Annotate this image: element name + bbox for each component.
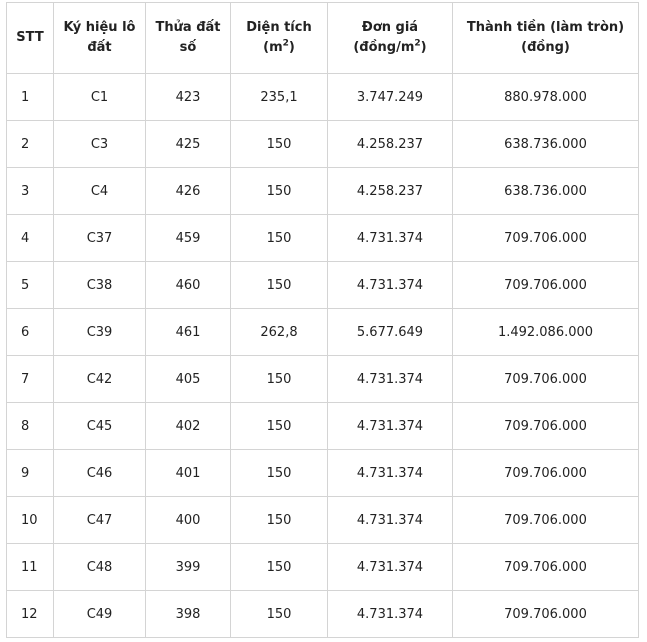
cell-area: 150 <box>231 450 328 497</box>
cell-lot-symbol: C46 <box>54 450 146 497</box>
table-row <box>7 309 639 356</box>
cell-total: 709.706.000 <box>453 497 639 544</box>
table-body <box>7 74 639 638</box>
cell-stt: 5 <box>7 262 54 309</box>
cell-parcel-number: 401 <box>146 450 231 497</box>
cell-parcel-number: 460 <box>146 262 231 309</box>
cell-stt: 4 <box>7 215 54 262</box>
cell-total: 880.978.000 <box>453 74 639 121</box>
header-parcel-line1: Thửa đất <box>155 20 221 35</box>
cell-area: 150 <box>231 403 328 450</box>
header-unit-price-line1: Đơn giá <box>361 20 419 35</box>
cell-area: 150 <box>231 121 328 168</box>
cell-total: 709.706.000 <box>453 356 639 403</box>
cell-unit-price: 4.731.374 <box>328 356 453 403</box>
cell-unit-price: 4.731.374 <box>328 591 453 638</box>
cell-unit-price: 4.731.374 <box>328 544 453 591</box>
cell-lot-symbol: C42 <box>54 356 146 403</box>
cell-unit-price: 4.731.374 <box>328 262 453 309</box>
cell-stt: 6 <box>7 309 54 356</box>
cell-lot-symbol: C39 <box>54 309 146 356</box>
header-area-unit-post: ) <box>288 40 295 55</box>
cell-stt: 11 <box>7 544 54 591</box>
header-unit-price-unit-sup: 2 <box>414 38 421 49</box>
cell-area: 262,8 <box>231 309 328 356</box>
cell-area: 150 <box>231 356 328 403</box>
cell-stt: 9 <box>7 450 54 497</box>
header-unit-price-unit-pre: (đồng/m <box>353 40 415 55</box>
cell-lot-symbol: C37 <box>54 215 146 262</box>
cell-area: 235,1 <box>231 74 328 121</box>
table-header-row <box>7 3 639 74</box>
header-total <box>453 3 639 74</box>
cell-parcel-number: 461 <box>146 309 231 356</box>
cell-parcel-number: 423 <box>146 74 231 121</box>
table-row <box>7 497 639 544</box>
header-stt-label: STT <box>16 30 44 45</box>
cell-lot-symbol: C3 <box>54 121 146 168</box>
cell-area: 150 <box>231 168 328 215</box>
cell-total: 709.706.000 <box>453 215 639 262</box>
header-area-line2 <box>235 38 323 58</box>
cell-unit-price: 4.258.237 <box>328 121 453 168</box>
table-row <box>7 403 639 450</box>
cell-parcel-number: 459 <box>146 215 231 262</box>
cell-area: 150 <box>231 262 328 309</box>
cell-lot-symbol: C1 <box>54 74 146 121</box>
cell-unit-price: 3.747.249 <box>328 74 453 121</box>
header-unit-price <box>328 3 453 74</box>
header-lot-symbol-line2: đất <box>87 40 112 55</box>
cell-lot-symbol: C4 <box>54 168 146 215</box>
table-row <box>7 121 639 168</box>
cell-area: 150 <box>231 591 328 638</box>
cell-lot-symbol: C38 <box>54 262 146 309</box>
cell-unit-price: 4.258.237 <box>328 168 453 215</box>
table-row <box>7 215 639 262</box>
cell-parcel-number: 398 <box>146 591 231 638</box>
header-stt <box>7 3 54 74</box>
cell-area: 150 <box>231 544 328 591</box>
cell-lot-symbol: C49 <box>54 591 146 638</box>
table-row <box>7 544 639 591</box>
header-unit-price-unit-post: ) <box>420 40 427 55</box>
table-row <box>7 591 639 638</box>
cell-parcel-number: 426 <box>146 168 231 215</box>
header-area-unit-pre: (m <box>263 40 283 55</box>
header-unit-price-line2 <box>332 38 448 58</box>
cell-parcel-number: 425 <box>146 121 231 168</box>
cell-parcel-number: 399 <box>146 544 231 591</box>
cell-stt: 1 <box>7 74 54 121</box>
header-total-line1: Thành tiền (làm tròn) <box>466 20 625 35</box>
cell-total: 1.492.086.000 <box>453 309 639 356</box>
cell-total: 638.736.000 <box>453 121 639 168</box>
cell-total: 709.706.000 <box>453 591 639 638</box>
header-area <box>231 3 328 74</box>
table-row <box>7 74 639 121</box>
cell-area: 150 <box>231 215 328 262</box>
header-area-unit-sup: 2 <box>282 38 289 49</box>
header-parcel-number <box>146 3 231 74</box>
header-lot-symbol-line1: Ký hiệu lô <box>63 20 136 35</box>
cell-stt: 3 <box>7 168 54 215</box>
cell-total: 709.706.000 <box>453 403 639 450</box>
cell-lot-symbol: C45 <box>54 403 146 450</box>
cell-total: 709.706.000 <box>453 450 639 497</box>
cell-lot-symbol: C48 <box>54 544 146 591</box>
cell-parcel-number: 402 <box>146 403 231 450</box>
land-price-table <box>6 2 639 638</box>
cell-total: 638.736.000 <box>453 168 639 215</box>
cell-unit-price: 5.677.649 <box>328 309 453 356</box>
cell-parcel-number: 400 <box>146 497 231 544</box>
header-parcel-line2: số <box>179 40 197 55</box>
header-lot-symbol <box>54 3 146 74</box>
cell-stt: 2 <box>7 121 54 168</box>
table-row <box>7 168 639 215</box>
cell-unit-price: 4.731.374 <box>328 215 453 262</box>
cell-stt: 8 <box>7 403 54 450</box>
header-area-line1: Diện tích <box>246 20 312 35</box>
cell-unit-price: 4.731.374 <box>328 450 453 497</box>
table-row <box>7 450 639 497</box>
cell-stt: 7 <box>7 356 54 403</box>
cell-parcel-number: 405 <box>146 356 231 403</box>
table-row <box>7 356 639 403</box>
cell-total: 709.706.000 <box>453 544 639 591</box>
cell-stt: 12 <box>7 591 54 638</box>
table-row <box>7 262 639 309</box>
cell-unit-price: 4.731.374 <box>328 497 453 544</box>
cell-lot-symbol: C47 <box>54 497 146 544</box>
cell-total: 709.706.000 <box>453 262 639 309</box>
cell-stt: 10 <box>7 497 54 544</box>
cell-area: 150 <box>231 497 328 544</box>
cell-unit-price: 4.731.374 <box>328 403 453 450</box>
header-total-line2: (đồng) <box>521 40 570 55</box>
